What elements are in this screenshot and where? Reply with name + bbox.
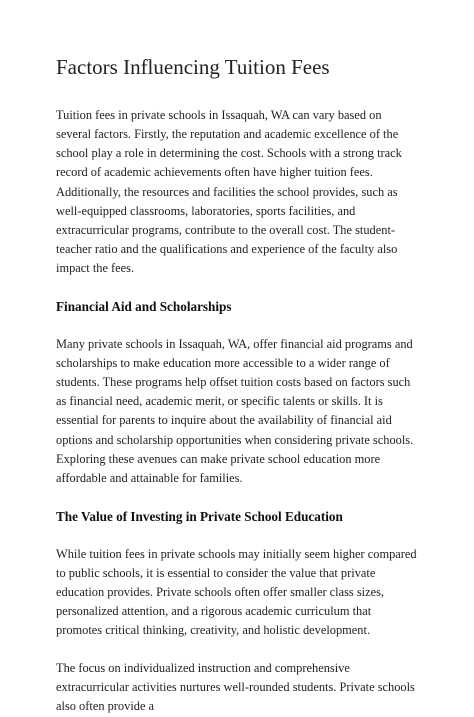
paragraph-tuition-factors: Tuition fees in private schools in Issaquah, WA can vary based on several factors. Firstly, the reputation and academic excellence of the school play a role in determining the cost. Schools with a strong track record of academic achievements often have higher tuition fees. Additionally, the resources and facilities the school provides, such as well-equipped classrooms, laboratories, sports facilities, and extracurricular programs, contribute to the overall cost. The student-teacher ratio and the qualifications and experience of the faculty also impact the fees. bbox=[56, 108, 402, 275]
paragraph-individualized-instruction: The focus on individualized instruction and comprehensive extracurricular activities nurtures well-rounded students. Private schools also often provide a bbox=[56, 661, 415, 714]
paragraph-financial-aid: Many private schools in Issaquah, WA, offer financial aid programs and scholarships to make education more accessible to a wider range of students. These programs help offset tuition costs based on factors such as financial need, academic merit, or specific talents or skills. It is essential for parents to inquire about the availability of financial aid options and scholarship opportunities when considering private schools. Exploring these avenues can make private school education more affordable and attainable for families. bbox=[56, 337, 414, 485]
document-title: Factors Influencing Tuition Fees bbox=[56, 55, 330, 79]
paragraph-value: While tuition fees in private schools may initially seem higher compared to public schools, it is essential to consider the value that private education provides. Private schools often offer smaller class sizes, personalized attention, and a rigorous academic curriculum that promotes critical thinking, creativity, and holistic development. bbox=[56, 546, 417, 638]
section-heading-value: The Value of Investing in Private School Education bbox=[56, 508, 343, 524]
section-heading-financial-aid: Financial Aid and Scholarships bbox=[56, 299, 232, 315]
